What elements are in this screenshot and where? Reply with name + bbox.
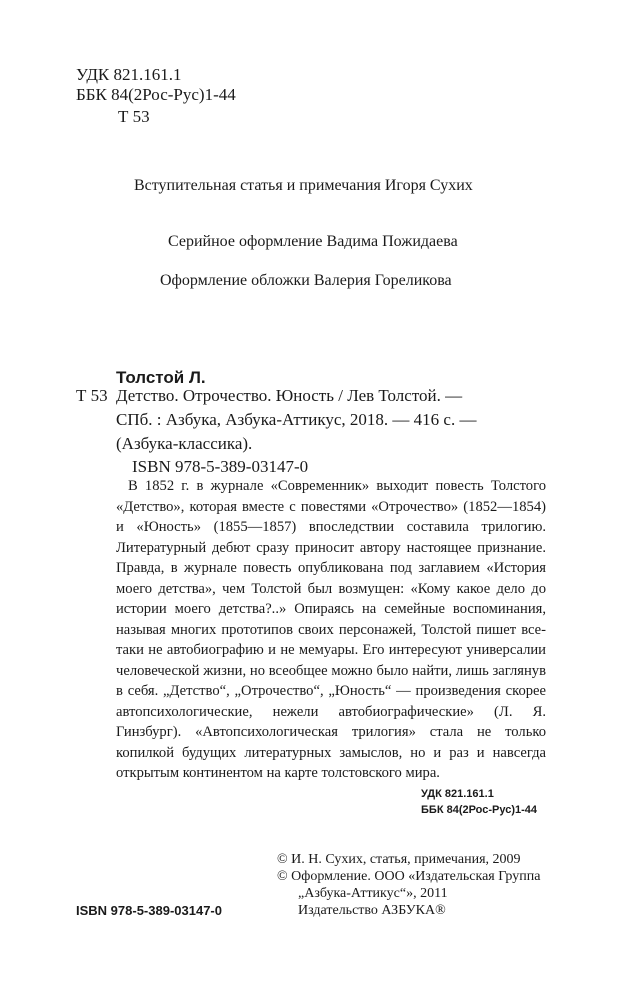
catalog-author: Толстой Л. bbox=[116, 368, 206, 387]
catalog-isbn: ISBN 978-5-389-03147-0 bbox=[132, 457, 309, 476]
udk-code-small: УДК 821.161.1 bbox=[421, 788, 494, 800]
catalog-line-3: (Азбука-классика). bbox=[116, 434, 253, 453]
intro-credit: Вступительная статья и примечания Игоря Сухих bbox=[134, 177, 473, 194]
copyright-line-1: © И. Н. Сухих, статья, примечания, 2009 bbox=[277, 852, 521, 867]
isbn-bottom: ISBN 978-5-389-03147-0 bbox=[76, 903, 222, 918]
annotation bbox=[116, 476, 546, 784]
bbk-code-small: ББК 84(2Рос-Рус)1-44 bbox=[421, 804, 537, 816]
udk-code: УДК 821.161.1 bbox=[76, 65, 182, 84]
cover-design-credit: Оформление обложки Валерия Гореликова bbox=[160, 272, 452, 289]
author-mark: Т 53 bbox=[118, 107, 150, 126]
bbk-code: ББК 84(2Рос-Рус)1-44 bbox=[76, 85, 236, 104]
catalog-line-2: СПб. : Азбука, Азбука-Аттикус, 2018. — 416 с. — bbox=[116, 410, 477, 429]
catalog-mark: Т 53 bbox=[76, 386, 108, 405]
copyright-line-3: „Азбука-Аттикус“», 2011 bbox=[298, 886, 448, 901]
copyright-line-2: © Оформление. ООО «Издательская Группа bbox=[277, 869, 541, 884]
catalog-line-1: Детство. Отрочество. Юность / Лев Толстой. — bbox=[116, 386, 463, 405]
publisher-line: Издательство АЗБУКА® bbox=[298, 903, 446, 918]
series-design-credit: Серийное оформление Вадима Пожидаева bbox=[168, 233, 458, 250]
annotation-text: В 1852 г. в журнале «Современник» выходит повесть Толстого «Детство», которая вместе с повестями «Отрочество» (1852—1854) и «Юность» (1855—1857) впоследствии составила трилогию. Литературный дебют сразу приносит автору настоящее признание. Правда, в журнале повесть опубликована под заглавием «История моего детства», чем Толстой был возмущен: «Кому какое дело до истории моего детства?..» Опираясь на семейные воспоминания, называя многих прототипов своих персонажей, Толстой пишет все-таки не автобиографию и не мемуары. Его интересуют универсалии человеческой жизни, но всеобщее можно было найти, лишь заглянув в себя. „Детство“, „Отрочество“, „Юность“ — произведения скорее автопсихологические, нежели автобиографические» (Л. Я. Гинзбург). «Автопсихологическая трилогия» стала не только копилкой будущих литературных замыслов, но и раз и навсегда открытым континентом на карте толстовского мира. bbox=[116, 478, 546, 781]
